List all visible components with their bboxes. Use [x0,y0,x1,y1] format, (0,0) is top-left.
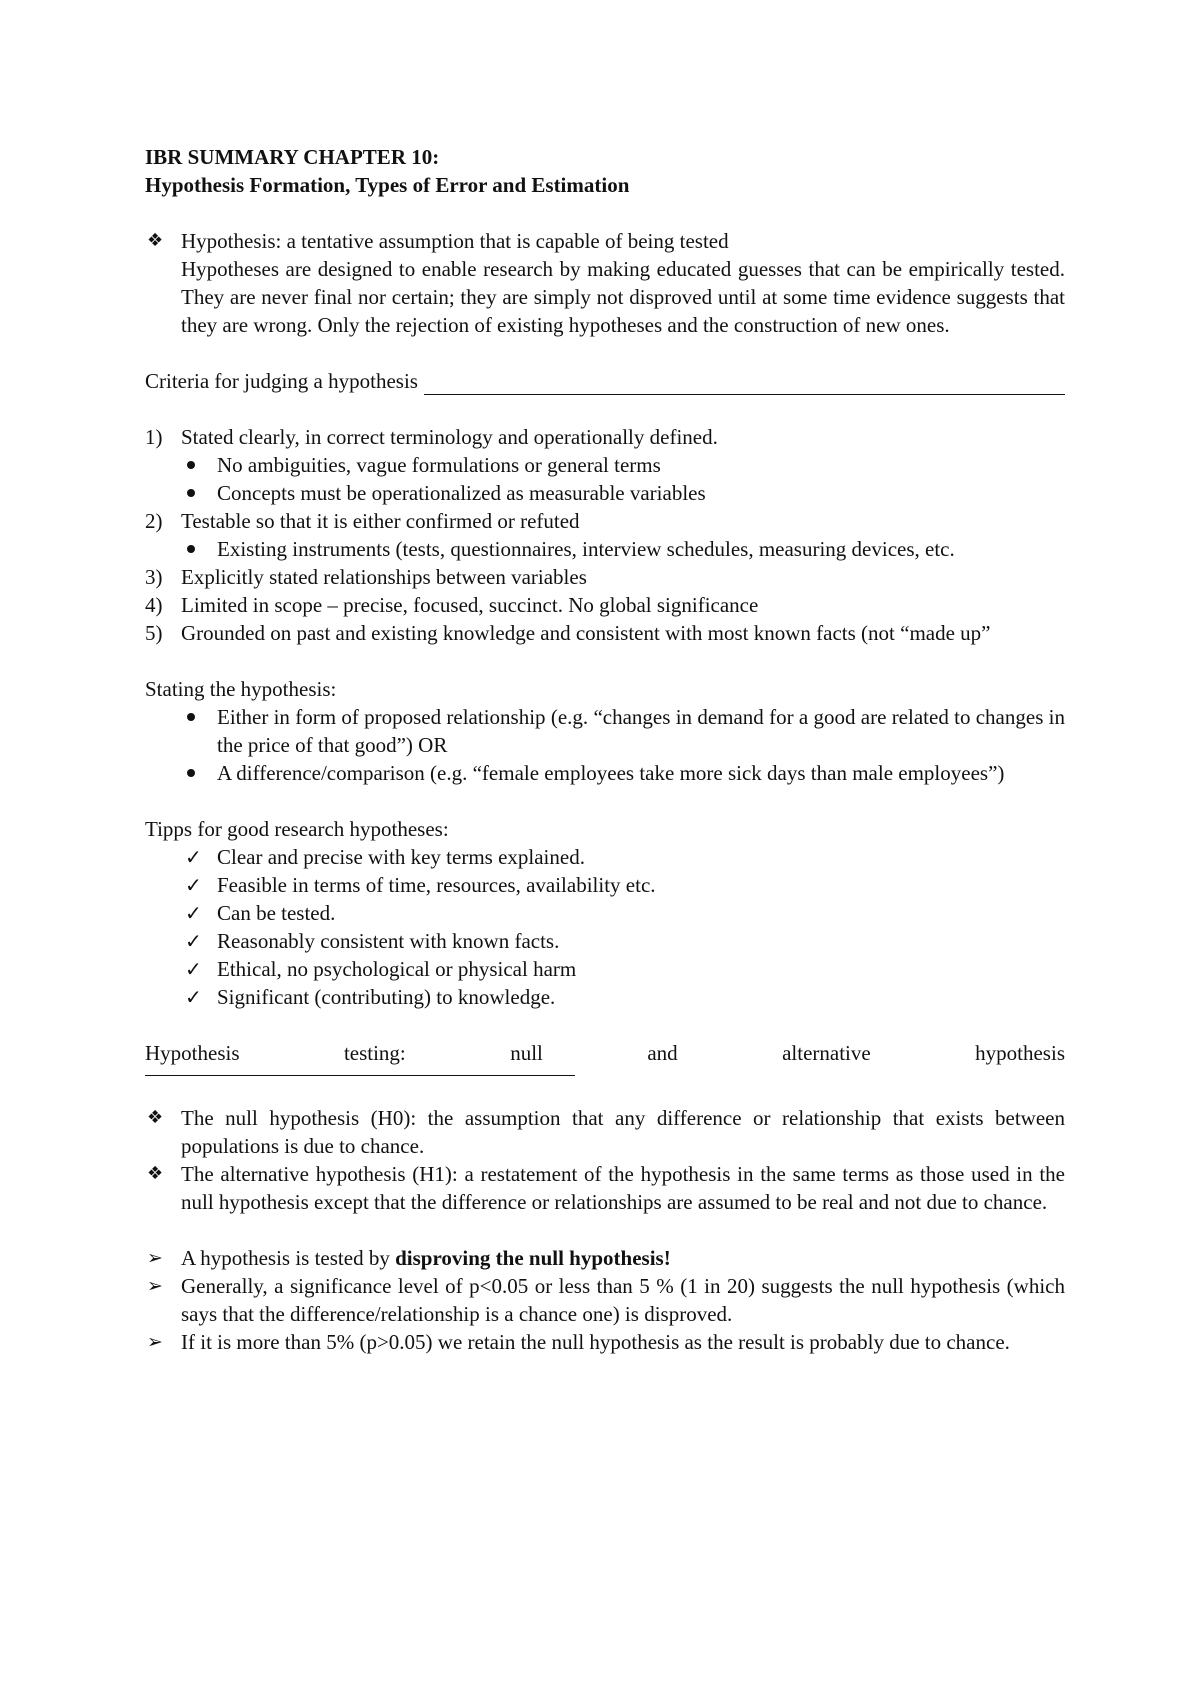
criteria-list [145,423,1065,647]
tip-text: Reasonably consistent with known facts. [217,929,560,953]
conclusion-item-1 [145,1244,1065,1272]
arrow-bullet-icon: ➢ [147,1275,163,1297]
criteria-sub-1-1 [145,451,1065,479]
tips-list [145,843,1065,1011]
bullet-dot-icon [187,489,195,497]
conclusion-2-text: Generally, a significance level of p<0.05 or less than 5 % (1 in 20) suggests the null hypothesis (which says that the difference/relationship is a chance one) is disproved. [181,1274,1065,1326]
criteria-sublist-1 [145,451,1065,507]
conclusion-1-bold: disproving the null hypothesis! [395,1246,671,1270]
stating-list [145,703,1065,787]
document-content [145,143,1065,1356]
criteria-sublist-2 [145,535,1065,563]
testing-heading-word: null [510,1041,543,1065]
null-hypothesis-item [145,1104,1065,1160]
criteria-text-1: Stated clearly, in correct terminology and operationally defined. [181,425,718,449]
tip-text: Feasible in terms of time, resources, availability etc. [217,873,656,897]
tips-heading: Tipps for good research hypotheses: [145,817,449,841]
conclusion-3-text: If it is more than 5% (p>0.05) we retain the null hypothesis as the result is probably due to chance. [181,1330,1010,1354]
diamond-bullet-icon: ❖ [147,1163,164,1184]
bullet-dot-icon [187,545,195,553]
criteria-heading [145,367,1065,395]
criteria-sub-2-1 [145,535,1065,563]
criteria-text-5: Grounded on past and existing knowledge and consistent with most known facts (not “made up” [181,621,991,645]
bullet-dot-icon [187,713,195,721]
doc-title-line-1: IBR SUMMARY CHAPTER 10: [145,145,440,169]
testing-heading-word: hypothesis [975,1041,1065,1065]
tip-item-1 [145,843,1065,871]
criteria-item-5 [145,619,1065,647]
alternative-hypothesis-text: The alternative hypothesis (H1): a restatement of the hypothesis in the same terms as those used in the null hypothesis except that the difference or relationships are assumed to be real and not due to chance. [181,1162,1065,1214]
tip-item-6 [145,983,1065,1011]
stating-item-2 [145,759,1065,787]
criteria-sub-text: Existing instruments (tests, questionnaires, interview schedules, measuring devices, etc. [217,537,955,561]
check-icon: ✓ [185,929,202,953]
criteria-item-1 [145,423,1065,451]
tip-item-3 [145,899,1065,927]
tip-item-2 [145,871,1065,899]
criteria-text-2: Testable so that it is either confirmed or refuted [181,509,580,533]
criteria-item-4 [145,591,1065,619]
criteria-num-1: 1) [145,425,163,449]
intro-item [145,227,1065,339]
criteria-underline [424,372,1065,395]
bullet-dot-icon [187,769,195,777]
tip-text: Clear and precise with key terms explained. [217,845,585,869]
alternative-hypothesis-item [145,1160,1065,1216]
tip-text: Can be tested. [217,901,336,925]
null-hypothesis-text: The null hypothesis (H0): the assumption that any difference or relationship that exists between populations is due to chance. [181,1106,1065,1158]
check-icon: ✓ [185,957,202,981]
check-icon: ✓ [185,873,202,897]
check-icon: ✓ [185,901,202,925]
criteria-num-3: 3) [145,565,163,589]
criteria-heading-text: Criteria for judging a hypothesis [145,369,418,393]
testing-heading-word: testing: [343,1041,406,1065]
diamond-bullet-icon: ❖ [147,1107,164,1128]
tip-text: Significant (contributing) to knowledge. [217,985,556,1009]
doc-title-line-2: Hypothesis Formation, Types of Error and Estimation [145,173,630,197]
arrow-bullet-icon: ➢ [147,1247,163,1269]
testing-heading-word: Hypothesis [145,1041,240,1065]
criteria-num-4: 4) [145,593,163,617]
criteria-sub-text: No ambiguities, vague formulations or general terms [217,453,661,477]
criteria-num-2: 2) [145,509,163,533]
tip-text: Ethical, no psychological or physical harm [217,957,577,981]
criteria-text-3: Explicitly stated relationships between variables [181,565,587,589]
testing-heading-word: alternative [782,1041,871,1065]
criteria-sub-text: Concepts must be operationalized as measurable variables [217,481,706,505]
diamond-bullet-icon: ❖ [147,230,164,251]
intro-definition: Hypothesis: a tentative assumption that is capable of being tested [181,229,729,253]
bullet-dot-icon [187,461,195,469]
criteria-item-2 [145,507,1065,535]
testing-heading [145,1039,1065,1067]
intro-paragraph: Hypotheses are designed to enable research by making educated guesses that can be empirically tested. They are never final nor certain; they are simply not disproved until at some time evidence suggests that they are wrong. Only the rejection of existing hypotheses and the construction of new ones. [181,257,1065,337]
check-icon: ✓ [185,845,202,869]
tip-item-5 [145,955,1065,983]
conclusion-item-2 [145,1272,1065,1328]
tip-item-4 [145,927,1065,955]
stating-item-1 [145,703,1065,759]
stating-heading: Stating the hypothesis: [145,677,337,701]
criteria-item-3 [145,563,1065,591]
testing-heading-word: and [647,1041,678,1065]
conclusion-item-3 [145,1328,1065,1356]
criteria-num-5: 5) [145,621,163,645]
check-icon: ✓ [185,985,202,1009]
stating-text: Either in form of proposed relationship (e.g. “changes in demand for a good are related to changes in the price of that good”) OR [217,705,1065,757]
criteria-text-4: Limited in scope – precise, focused, succinct. No global significance [181,593,759,617]
conclusion-1-text: A hypothesis is tested by [181,1246,396,1270]
arrow-bullet-icon: ➢ [147,1331,163,1353]
criteria-sub-1-2 [145,479,1065,507]
stating-text: A difference/comparison (e.g. “female employees take more sick days than male employees”) [217,761,1005,785]
testing-underline [145,1067,575,1076]
